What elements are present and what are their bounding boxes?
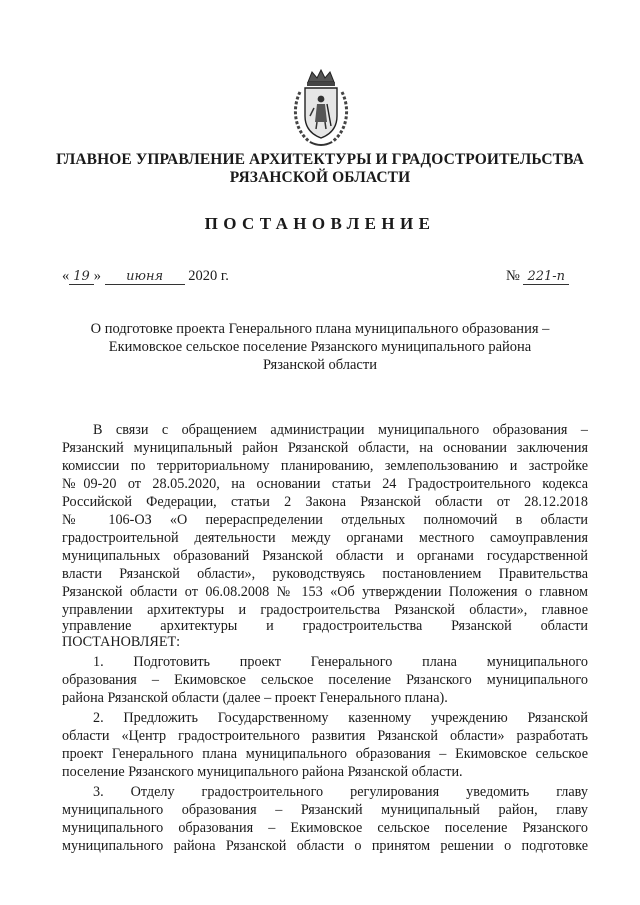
- body-line: управление архитектуры и градостроительства Рязанской области: [62, 618, 588, 634]
- agency-name-line2: РЯЗАНСКОЙ ОБЛАСТИ: [229, 169, 411, 186]
- body-line: №09-20 от 28.05.2020, на основании статьи 24 Градостроительного кодекса: [62, 476, 588, 492]
- clause-2-line: поселение Рязанского муниципального района Рязанской области.: [62, 764, 463, 780]
- date-month: июня: [105, 269, 185, 285]
- document-date: [62, 268, 229, 285]
- document-type-title: ПОСТАНОВЛЕНИЕ: [204, 214, 436, 233]
- coat-of-arms-emblem: [290, 68, 352, 148]
- clause-1-line: района Рязанской области (далее – проект Генерального плана).: [62, 690, 448, 706]
- body-line: Российской Федерации, статьи 2 Закона Рязанской области от 28.12.2018: [62, 494, 588, 510]
- date-open-quote: «: [62, 268, 70, 284]
- date-day: 19: [69, 269, 94, 285]
- body-line: комиссии по территориальному планированию, землепользованию и застройке: [62, 458, 588, 474]
- decree-keyword: ПОСТАНОВЛЯЕТ:: [62, 634, 181, 650]
- subject-line-1: О подготовке проекта Генерального плана муниципального образования –: [90, 321, 550, 337]
- body-line: Рязанской области от 06.08.2008 № 153 «Об утверждении Положения о главном: [62, 584, 588, 600]
- body-line: муниципальных образований Рязанской области и органами государственной: [62, 548, 588, 564]
- agency-name-line1: ГЛАВНОЕ УПРАВЛЕНИЕ АРХИТЕКТУРЫ И ГРАДОСТРОИТЕЛЬСТВА: [56, 151, 584, 168]
- body-line: В связи с обращением администрации муниципального образования –: [93, 422, 588, 438]
- clause-3-line: муниципального образования – Рязанский муниципальный район, главу: [62, 802, 588, 818]
- number-value: 221-п: [523, 269, 569, 285]
- body-line: управлении архитектуры и градостроительства Рязанской области», главное: [62, 602, 588, 618]
- clause-1-line: образования – Екимовское сельское поселение Рязанского муниципального: [62, 672, 588, 688]
- subject-line-2: Екимовское сельское поселение Рязанского муниципального района: [108, 339, 532, 355]
- clause-3-line: 3. Отделу градостроительного регулирования уведомить главу: [93, 784, 588, 800]
- clause-2-line: 2. Предложить Государственному казенному учреждению Рязанской: [93, 710, 588, 726]
- date-year: 2020 г.: [188, 268, 229, 284]
- body-line: № 106-ОЗ «О перераспределении отдельных полномочий в области: [62, 512, 588, 528]
- clause-3-line: муниципального района Рязанской области о принятом решении о подготовке: [62, 838, 588, 854]
- body-line: власти Рязанской области», руководствуясь постановлением Правительства: [62, 566, 588, 582]
- number-prefix: №: [506, 268, 520, 284]
- body-line: градостроительной деятельности между органами местного самоуправления: [62, 530, 588, 546]
- subject-line-3: Рязанской области: [263, 357, 377, 373]
- clause-3-line: муниципального образования – Екимовское сельское поселение Рязанского: [62, 820, 588, 836]
- clause-1-line: 1. Подготовить проект Генерального плана муниципального: [93, 654, 588, 670]
- clause-2-line: проект Генерального плана муниципального образования – Екимовское сельское: [62, 746, 588, 762]
- clause-2-line: области «Центр градостроительного развития Рязанской области» разработать: [62, 728, 588, 744]
- document-number: [506, 268, 569, 285]
- date-close-quote: »: [93, 268, 102, 284]
- body-line: Рязанский муниципальный район Рязанской области, на основании заключения: [62, 440, 588, 456]
